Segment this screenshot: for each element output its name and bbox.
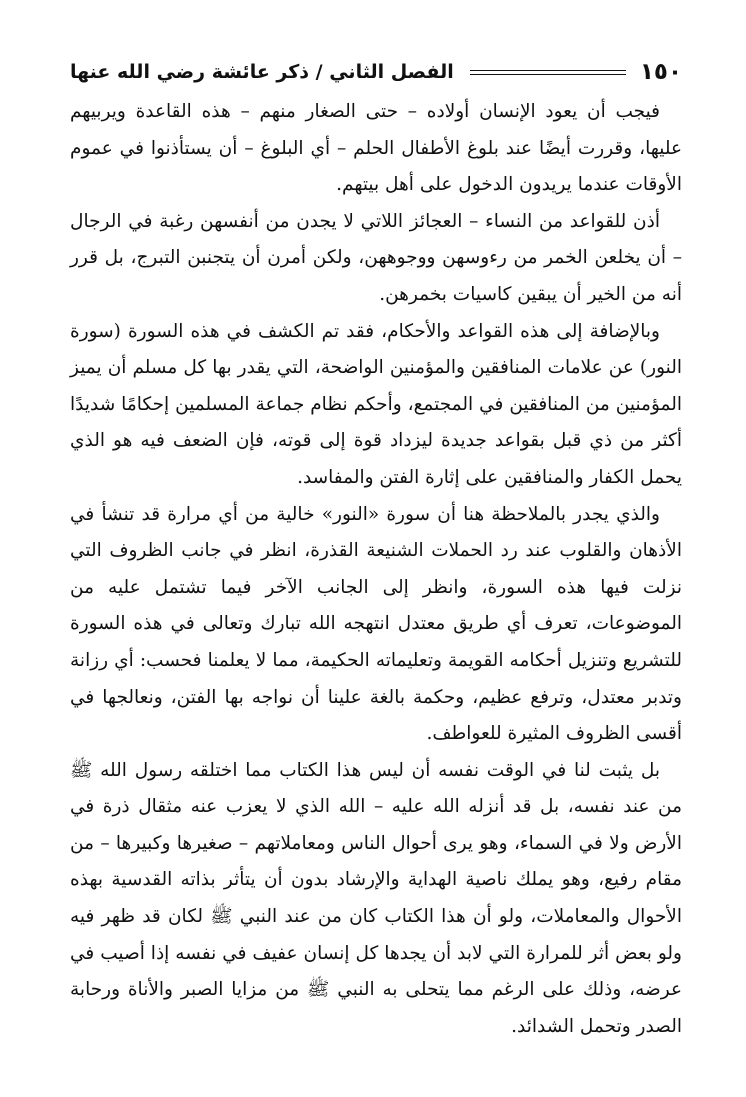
paragraph: بل يثبت لنا في الوقت نفسه أن ليس هذا الكتاب مما اختلقه رسول الله ﷺ من عند نفسه، بل قد أنزله الله عليه – الله الذي لا يعزب عنه مثقال ذرة في الأرض ولا في السماء، وهو يرى أحوال الناس ومعاملاتهم – صغيرها وكبيرها – من مقام رفيع، وهو يملك ناصية الهداية والإرشاد بدون أن يتأثر بذاته القدسية بهذه الأحوال والمعاملات، ولو أن هذا الكتاب كان من عند النبي ﷺ لكان قد ظهر فيه ولو بعض أثر للمرارة التي لابد أن يجدها كل إنسان عفيف في نفسه إذا أصيب في عرضه، وذلك على الرغم مما يتحلى به النبي ﷺ من مزايا الصبر والأناة ورحابة الصدر وتحمل الشدائد. [70, 759, 682, 1037]
paragraph: والذي يجدر بالملاحظة هنا أن سورة «النور» خالية من أي مرارة قد تنشأ في الأذهان والقلوب عند رد الحملات الشنيعة القذرة، انظر في جانب الظروف التي نزلت فيها هذه السورة، وانظر إلى الجانب الآخر فيما تشتمل عليه من الموضوعات، تعرف أي طريق معتدل انتهجه الله تبارك وتعالى في هذه السورة للتشريع وتنزيل أحكامه القويمة وتعليماته الحكيمة، مما لا يعلمنا فحسب: أي رزانة وتدبر معتدل، وترفع عظيم، وحكمة بالغة علينا أن نواجه بها الفتن، ونعالجها في أقسى الظروف المثيرة للعواطف. [70, 503, 682, 745]
chapter-title: الفصل الثاني / ذكر عائشة رضي الله عنها [70, 61, 454, 83]
paragraph: أذن للقواعد من النساء – العجائز اللاتي لا يجدن من أنفسهن رغبة في الرجال – أن يخلعن الخمر من رءوسهن ووجوههن، ولكن أمرن أن يتجنبن التبرج، بل قرر أنه من الخير أن يبقين كاسيات بخمرهن. [70, 210, 682, 305]
page-number: ١٥٠ [639, 59, 682, 85]
page-body [70, 94, 682, 1045]
paragraph: فيجب أن يعود الإنسان أولاده – حتى الصغار منهم – هذه القاعدة ويربيهم عليها، وقررت أيضًا عند بلوغ الأطفال الحلم – أي البلوغ – أن يستأذنوا في عموم الأوقات عندما يريدون الدخول على أهل بيتهم. [70, 101, 682, 196]
paragraph: وبالإضافة إلى هذه القواعد والأحكام، فقد تم الكشف في هذه السورة (سورة النور) عن علامات المنافقين والمؤمنين الواضحة، التي يقدر بها كل مسلم أن يميز المؤمنين من المنافقين في المجتمع، وأحكم نظام جماعة المسلمين إحكامًا شديدًا أكثر من ذي قبل بقواعد جديدة ليزداد قوة إلى قوته، فإن الضعف فيه هو الذي يحمل الكفار والمنافقين على إثارة الفتن والمفاسد. [70, 320, 682, 488]
header-rule [470, 70, 626, 75]
page-header [70, 56, 682, 88]
